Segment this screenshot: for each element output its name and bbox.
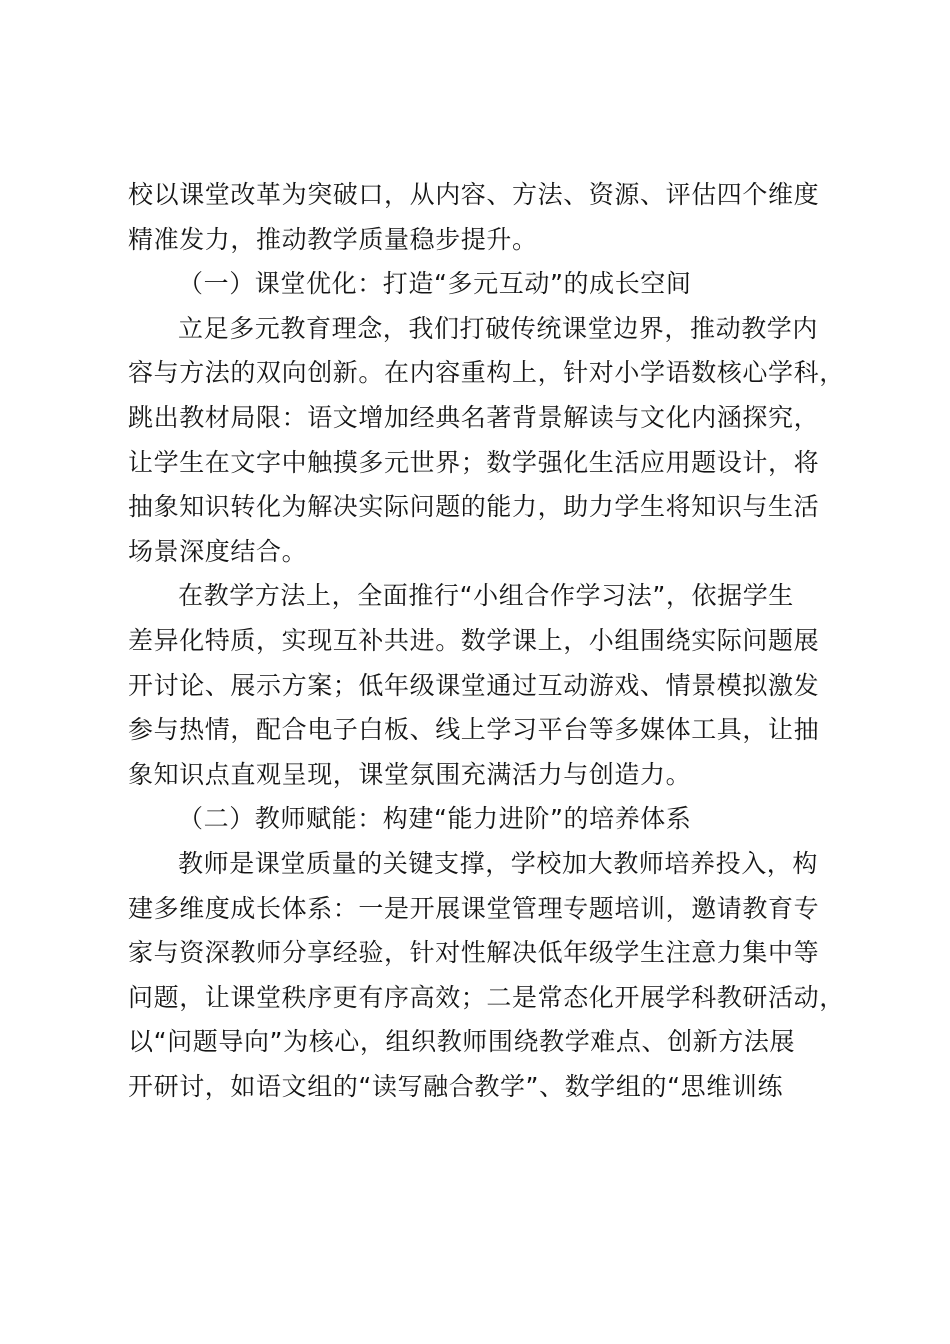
text-line: 问题，让课堂秩序更有序高效；二是常态化开展学科教研活动，: [128, 982, 845, 1012]
text-line: 立足多元教育理念，我们打破传统课堂边界，推动教学内: [178, 313, 819, 343]
text-line: （一）课堂优化：打造“多元互动”的成长空间: [178, 269, 692, 299]
text-line: 抽象知识转化为解决实际问题的能力，助力学生将知识与生活: [128, 492, 820, 522]
text-line: 参与热情，配合电子白板、线上学习平台等多媒体工具，让抽: [128, 715, 820, 745]
text-line: 校以课堂改革为突破口，从内容、方法、资源、评估四个维度: [128, 180, 820, 209]
text-line: 象知识点直观呈现，课堂氛围充满活力与创造力。: [128, 759, 692, 789]
text-line: 建多维度成长体系：一是开展课堂管理专题培训，邀请教育专: [128, 893, 820, 923]
text-line: 差异化特质，实现互补共进。数学课上，小组围绕实际问题展: [128, 625, 820, 655]
text-line: 容与方法的双向创新。在内容重构上，针对小学语数核心学科，: [128, 358, 845, 388]
text-line: 开讨论、展示方案；低年级课堂通过互动游戏、情景模拟激发: [128, 670, 820, 700]
text-line: 家与资深教师分享经验，针对性解决低年级学生注意力集中等: [128, 938, 820, 968]
text-line: 精准发力，推动教学质量稳步提升。: [128, 224, 538, 254]
text-line: 让学生在文字中触摸多元世界；数学强化生活应用题设计，将: [128, 447, 820, 477]
text-line: 场景深度结合。: [128, 536, 308, 566]
text-line: （二）教师赋能：构建“能力进阶”的培养体系: [178, 804, 692, 834]
text-line: 开研讨，如语文组的“读写融合教学”、数学组的“思维训练: [128, 1071, 784, 1101]
text-line: 以“问题导向”为核心，组织教师围绕教学难点、创新方法展: [128, 1027, 796, 1057]
text-line: 跳出教材局限：语文增加经典名著背景解读与文化内涵探究，: [128, 402, 820, 432]
text-line: 在教学方法上，全面推行“小组合作学习法”，依据学生: [178, 581, 794, 611]
body-text: [128, 173, 845, 1109]
text-line: 教师是课堂质量的关键支撑，学校加大教师培养投入，构: [178, 848, 819, 878]
